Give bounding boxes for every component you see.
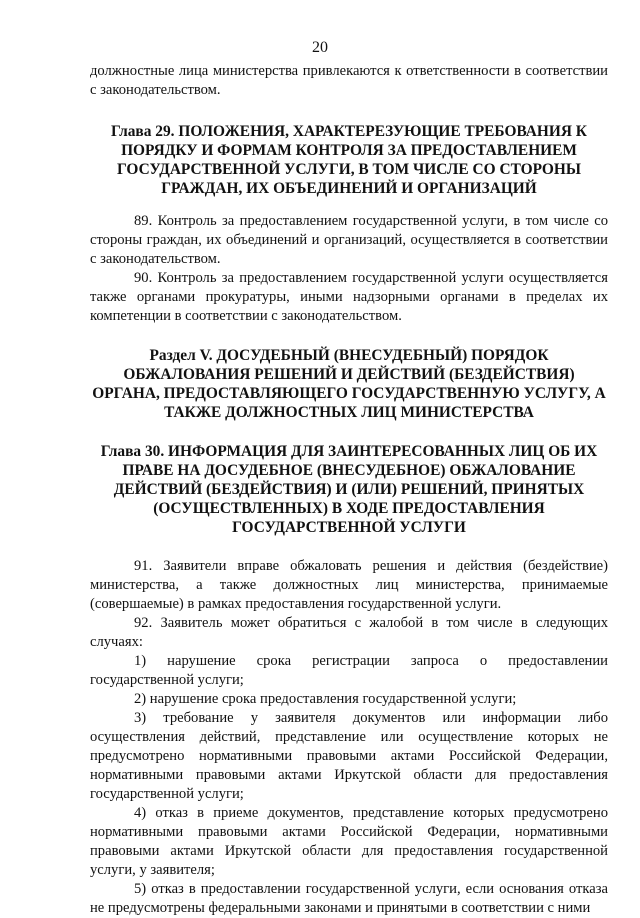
- paragraph-91: 91. Заявители вправе обжаловать решения и действия (бездействие) министерства, а также должностных лиц министерства, принимаемые (совершаемые) в рамках предоставления государственной услуги.: [90, 558, 608, 612]
- list-item-3: 3) требование у заявителя документов или информации либо осуществления действий, представление или осуществление которых не предусмотрено нормативными правовыми актами Российской Федерации, нормативными правовыми актами Иркутской области для предоставления государственной услуги;: [90, 710, 608, 802]
- document-body: [90, 62, 608, 918]
- list-item-1: 1) нарушение срока регистрации запроса о предоставлении государственной услуги;: [90, 653, 608, 688]
- chapter-30-heading: Глава 30. ИНФОРМАЦИЯ ДЛЯ ЗАИНТЕРЕСОВАННЫХ ЛИЦ ОБ ИХ ПРАВЕ НА ДОСУДЕБНОЕ (ВНЕСУДЕБНОЕ) ОБЖАЛОВАНИЕ ДЕЙСТВИЙ (БЕЗДЕЙСТВИЯ) И (ИЛИ) РЕШЕНИЙ, ПРИНЯТЫХ (ОСУЩЕСТВЛЕННЫХ) В ХОДЕ ПРЕДОСТАВЛЕНИЯ ГОСУДАРСТВЕННОЙ УСЛУГИ: [100, 443, 598, 536]
- section-5-heading: Раздел V. ДОСУДЕБНЫЙ (ВНЕСУДЕБНЫЙ) ПОРЯДОК ОБЖАЛОВАНИЯ РЕШЕНИЙ И ДЕЙСТВИЙ (БЕЗДЕЙСТВИЯ) ОРГАНА, ПРЕДОСТАВЛЯЮЩЕГО ГОСУДАРСТВЕННУЮ УСЛУГУ, А ТАКЖЕ ДОЛЖНОСТНЫХ ЛИЦ МИНИСТЕРСТВА: [92, 347, 606, 421]
- chapter-29-heading: Глава 29. ПОЛОЖЕНИЯ, ХАРАКТЕРЕЗУЮЩИЕ ТРЕБОВАНИЯ К ПОРЯДКУ И ФОРМАМ КОНТРОЛЯ ЗА ПРЕДОСТАВЛЕНИЕМ ГОСУДАРСТВЕННОЙ УСЛУГИ, В ТОМ ЧИСЛЕ СО СТОРОНЫ ГРАЖДАН, ИХ ОБЪЕДИНЕНИЙ И ОРГАНИЗАЦИЙ: [111, 123, 587, 197]
- paragraph-90: 90. Контроль за предоставлением государственной услуги осуществляется также органами прокуратуры, иными надзорными органами в пределах их компетенции в соответствии с законодательством.: [90, 270, 608, 324]
- list-item-2: 2) нарушение срока предоставления государственной услуги;: [134, 691, 517, 707]
- list-item-5: 5) отказ в предоставлении государственной услуги, если основания отказа не предусмотрены федеральными законами и принятыми в соответствии с ними: [90, 881, 608, 916]
- page-number: 20: [312, 39, 328, 56]
- paragraph-intro: должностные лица министерства привлекаются к ответственности в соответствии с законодательством.: [90, 63, 608, 98]
- list-item-4: 4) отказ в приеме документов, представление которых предусмотрено нормативными правовыми актами Российской Федерации, нормативными правовыми актами Иркутской области для предоставления государственной услуги, у заявителя;: [90, 805, 608, 878]
- paragraph-89: 89. Контроль за предоставлением государственной услуги, в том числе со стороны граждан, их объединений и организаций, осуществляется в соответствии с законодательством.: [90, 213, 608, 267]
- paragraph-92: 92. Заявитель может обратиться с жалобой в том числе в следующих случаях:: [90, 615, 608, 650]
